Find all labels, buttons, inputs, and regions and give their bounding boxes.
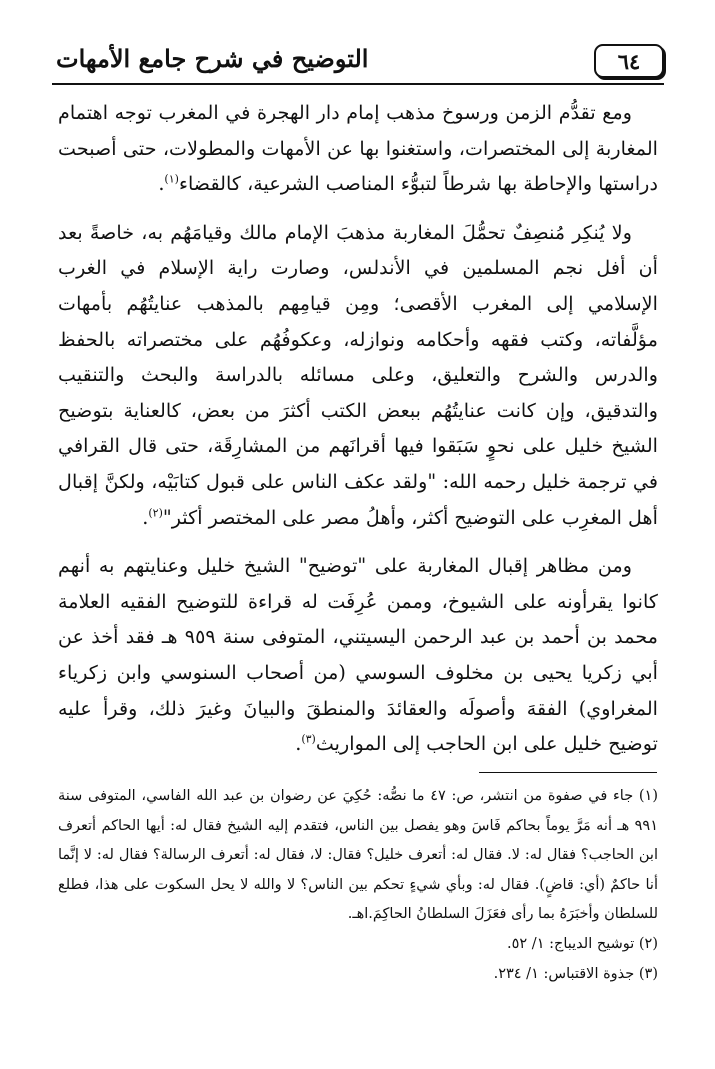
page-number: ٦٤	[617, 48, 641, 74]
footnote: (٣) جذوة الاقتباس: ١/ ٢٣٤.	[493, 965, 658, 982]
page-header	[52, 40, 664, 82]
paragraph	[58, 548, 658, 762]
paragraph-text: ولا يُنكِر مُنصِفٌ تحمُّلَ المغاربة مذهبَ الإمام مالك وقيامَهُم به، خاصةً بعد أن أفل نجم المسلمين في الأندلس، وصارت راية الإسلام في الغرب الإسلامي إلى المغرب الأقصى؛ ومِن قيامِهم بالمذهب عنايتُهُم بأمهات مؤلَّفاته، وكتب فقهه وأحكامه ونوازله، وعكوفُهُم على مختصراته بالحفظ والدرس والشرح والتعليق، وعلى مسائله بالدراسة والبحث والتنقيب والتدقيق، وإن كانت عنايتُهُم ببعض الكتب أكثرَ من بعض، كالعناية بتوضيح الشيخ خليل على نحوٍ سَبَقوا فيها أقرانَهم من المشارِقَة، حتى قال القرافي في ترجمة خليل رحمه الله: "ولقد عكف الناس على قبول كتابَيْه، ولكنَّ إقبال أهل المغرِب على التوضيح أكثر، وأهلُ مصر على المختصر أكثر"	[58, 220, 658, 529]
footnote: (٢) توشيح الديباج: ١/ ٥٢.	[507, 935, 658, 952]
paragraph-end: .	[158, 172, 165, 196]
running-title: التوضيح في شرح جامع الأمهات	[56, 44, 369, 73]
paragraph-text: ومن مظاهر إقبال المغاربة على "توضيح" الشيخ خليل وعنايتهم به أنهم كانوا يقرأونه على الشيوخ، وممن عُرِفَت له قراءة للتوضيح الفقيه العلامة محمد بن أحمد بن عبد الرحمن اليسيتني، المتوفى سنة ٩٥٩ هـ فقد أخذ عن أبي زكريا يحيى بن مخلوف السوسي (من أصحاب السنوسي وابن زكرياء المغراوي) الفقهَ وأصولَه والعقائدَ والمنطقَ والبيانَ وغيرَ ذلك، وقرأ عليه توضيح خليل على ابن الحاجب إلى المواريث	[58, 554, 659, 756]
main-text	[58, 95, 658, 762]
footnote-divider	[479, 772, 657, 773]
footnote-ref: (٣)	[301, 732, 316, 746]
footnote: (١) جاء في صفوة من انتشر، ص: ٤٧ ما نصُّه: حُكِيَ عن رضوان بن عبد الله الفاسي، المتوفى سنة ٩٩١ هـ أنه مَرَّ يوماً بحاكم فَاسَ وهو يفصل بين الناس، فتقدم إليه الشيخ فقال له: أيها الحاكم أتعرف ابن الحاجب؟ فقال له: لا. فقال له: أتعرف خليل؟ فقال: لا، فقال له: أتعرف الرسالة؟ فقال له: لا إنَّما أنا حاكمٌ (أي: قاضٍ). فقال له: وبأي شيءٍ تحكم بين الناس؟ لا والله لا يحل السكوت على هذا، فطلع للسلطان وأخبَرَهُ بما رأى فعَزَلَ السلطانُ الحاكِمَ.اهـ.	[58, 788, 658, 923]
header-rule	[52, 83, 664, 85]
footnote-ref: (١)	[164, 172, 179, 186]
paragraph-text: ومع تقدُّم الزمن ورسوخ مذهب إمام دار الهجرة في المغرب توجه اهتمام المغاربة إلى المختصرات، واستغنوا بها عن الأمهات والمطولات، حتى أصبحت دراستها والإحاطة بها شرطاً لتبوُّء المناصب الشرعية، كالقضاء	[58, 101, 658, 196]
page-number-box	[594, 44, 664, 78]
footnotes	[58, 782, 658, 989]
paragraph-end: .	[142, 505, 149, 529]
paragraph-end: .	[295, 732, 302, 756]
paragraph	[58, 95, 658, 202]
paragraph	[58, 215, 658, 535]
footnote-ref: (٢)	[148, 506, 163, 520]
